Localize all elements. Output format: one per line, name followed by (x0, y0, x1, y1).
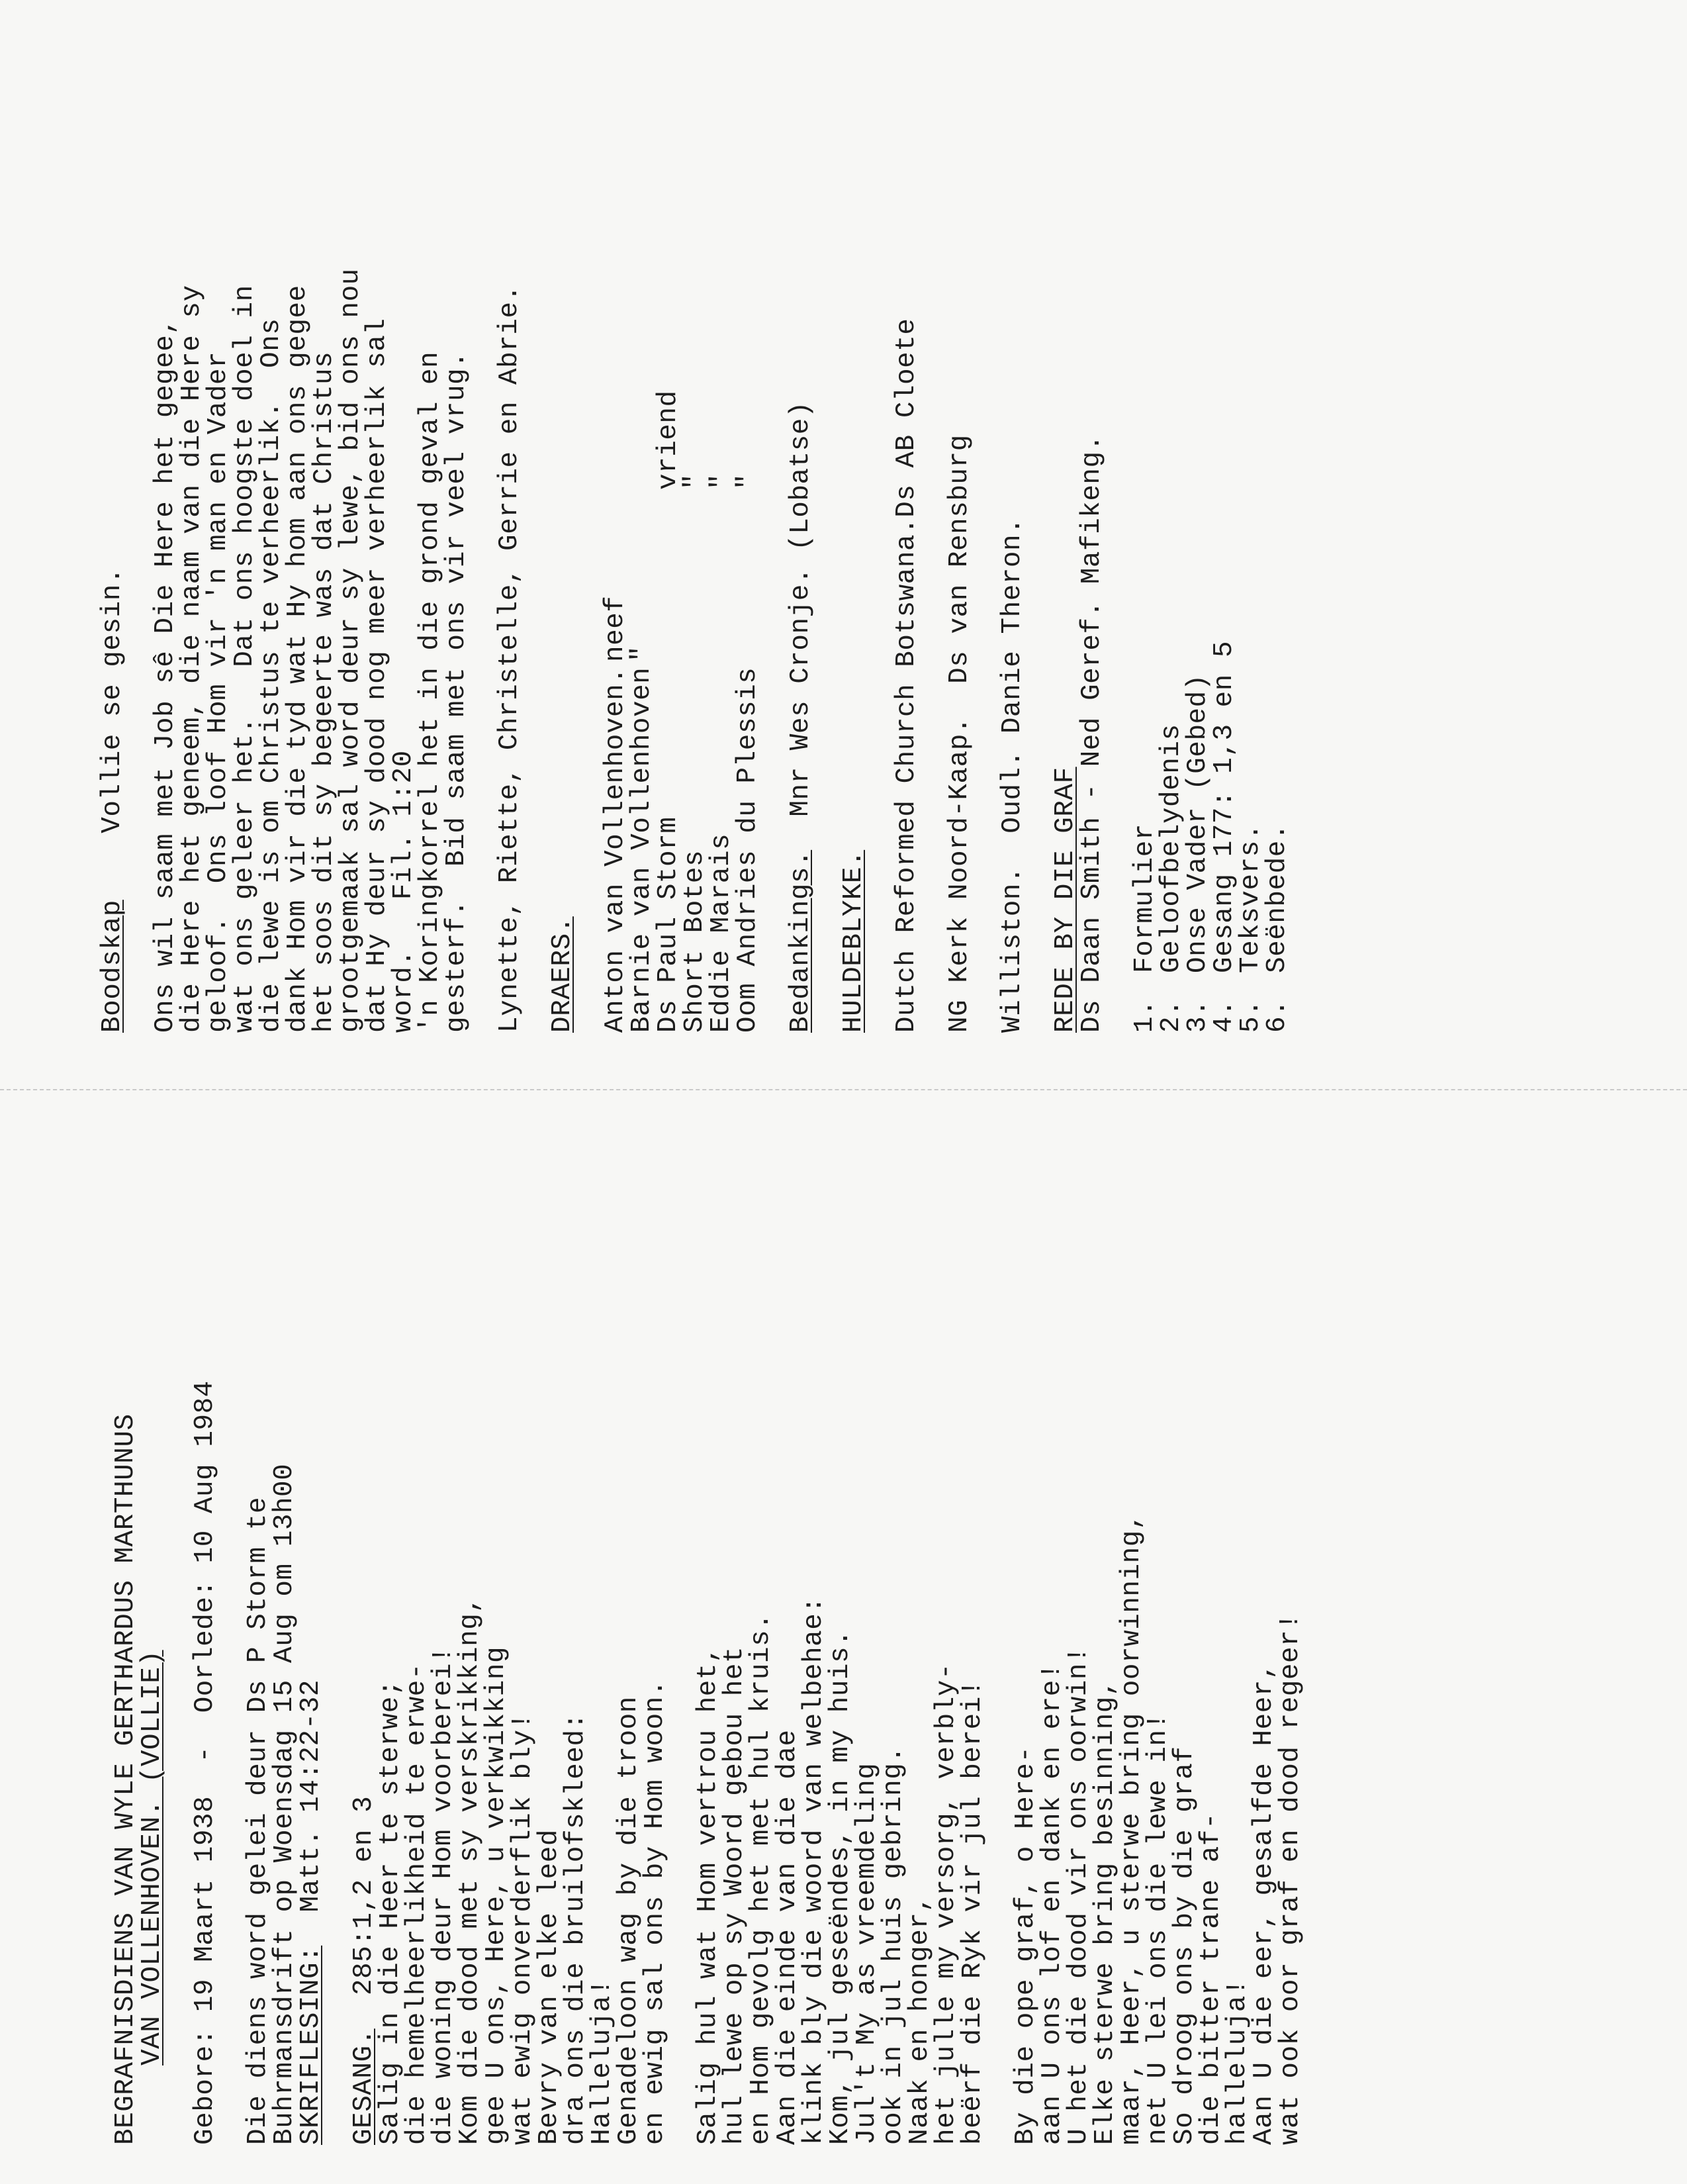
verse-line: die bitter trane af- (1196, 1812, 1226, 2145)
bearers-heading: DRAERS. (547, 916, 578, 1033)
verse-line: Bevry van elke leed (534, 1829, 565, 2145)
verse-line: Halleluja! (587, 1978, 617, 2145)
graveside-order (1132, 0, 1291, 1033)
message-line: Ons wil saam met Job sê Die Here het gegee, (150, 318, 181, 1033)
tribute-column (99, 0, 1291, 1033)
message-line: dat Hy deur sy dood nog meer verheerlik sal (362, 318, 392, 1033)
scripture-label: SKRIFLESING: (296, 1945, 326, 2145)
bearer-relation (655, 490, 682, 662)
hymn-verse-3 (1013, 1072, 1304, 2145)
verse-line: beërf die Ryk vir jul berei! (958, 1680, 988, 2145)
verse-line: en Hom gevolg het met hul kruis. (746, 1613, 776, 2145)
message-line: die lewe is om Christus te verheerlik. Ons (256, 318, 287, 1033)
bearer-mark (629, 357, 655, 490)
verse-line: Genadeloon wag by die troon (614, 1696, 644, 2145)
grave-speaker: Ds Daan Smith - Ned Geref. Mafikeng. (1077, 434, 1107, 1033)
tribute-line: NG Kerk Noord-Kaap. Ds van Rensburg (944, 434, 975, 1033)
thanks-text: Mnr Wes Cronje. (Lobatse) (786, 401, 816, 817)
bearer-relation (735, 490, 761, 662)
bearer-name: Anton van Vollenhoven. (600, 667, 631, 1033)
verse-line: Salig in die Heer te sterwe; (375, 1680, 406, 2145)
verse-line: Kom die dood met sy verskrikking, (455, 1596, 485, 2145)
verse-line: wat ewig onverderflik bly! (508, 1713, 538, 2145)
tributes-list (893, 0, 1052, 1033)
verse-line: Salig hul wat Hom vertrou het, (693, 1646, 723, 2145)
order-item (1132, 0, 1158, 1033)
verse-line: U het die dood vir ons oorwin! (1064, 1646, 1094, 2145)
title-line-2: VAN VOLLENHOVEN. (VOLLIE) (137, 1650, 167, 2065)
verse-line: en ewig sal ons by Hom woon. (640, 1680, 670, 2145)
bearer-row (655, 0, 682, 1033)
verse-line: wat ook oor graf en dood regeer! (1275, 1613, 1306, 2145)
verse-line: die hemelheerlikheid te erwe- (402, 1662, 432, 2145)
bearer-relation (682, 490, 708, 662)
verse-line: Aan U die eer, gesalfde Heer, (1249, 1662, 1279, 2145)
message-body (152, 0, 470, 1033)
verse-line: gee U ons, Here, u verkwikking (481, 1646, 512, 2145)
order-item (1211, 0, 1238, 1033)
verse-line: Jul't My as vreemdeling (852, 1762, 882, 2145)
scripture-ref: Matt. 14:22-32 (296, 1680, 326, 1913)
funeral-service-column (113, 1072, 1304, 2145)
message-line: dank Hom vir die tyd wat Hy hom aan ons gegee (283, 285, 313, 1033)
order-text: Onse Vader (Gebed) (1183, 674, 1213, 973)
message-line: die Here het geneem, die naam van die Here sy (177, 285, 207, 1033)
hymn-label: GESANG. (349, 2028, 379, 2145)
bearer-mark: vriend (653, 390, 684, 490)
order-number: 2. (1156, 999, 1187, 1033)
message-line: het soos dit sy begeerte was dat Christus (309, 351, 340, 1033)
bearer-name: Ds Paul Storm (653, 816, 684, 1033)
bearer-relation (708, 490, 735, 662)
tribute-line: Williston. Oudl. Danie Theron. (997, 517, 1028, 1033)
verse-line: ook in jul huis gebring. (878, 1746, 909, 2145)
verse-line: halleluja! (1222, 1978, 1253, 2145)
message-line: geloof. Ons loof Hom vir 'n man en Vader (203, 351, 234, 1033)
message-from: Vollie se gesin. (97, 567, 128, 833)
order-item (1158, 0, 1185, 1033)
order-item (1185, 0, 1211, 1033)
verse-line: net U lei ons die lewe in! (1143, 1713, 1173, 2145)
hymn-verse-1 (377, 1072, 668, 2145)
bearer-name: Short Botes (680, 849, 710, 1033)
verse-line: die woning deur Hom voorberei! (428, 1646, 459, 2145)
family-names: Lynette, Riette, Christelle, Gerrie en Abrie. (494, 285, 525, 1033)
title-line-1: BEGRAFNISDIENS VAN WYLE GERTHARDUS MARTHUNUS (111, 1413, 141, 2145)
verse-line: het julle my versorg, verbly- (931, 1662, 962, 2145)
hymn-verse-2 (695, 1072, 986, 2145)
verse-line: aan U ons lof en dank en ere! (1037, 1662, 1068, 2145)
bearer-relation: " (627, 645, 657, 662)
order-item (1238, 0, 1264, 1033)
bearer-name: Oom Andries du Plessis (733, 667, 763, 1033)
service-line-2: Buhrmansdrift op Woensdag 15 Aug om 13h00 (269, 1463, 300, 2145)
bearer-row (735, 0, 761, 1033)
verse-line: Naak en honger, (905, 1895, 935, 2145)
bearer-mark: " (706, 473, 737, 490)
hymn-ref: 285:1,2 en 3 (349, 1795, 379, 1996)
hymn-heading (351, 1072, 377, 2145)
message-line: wat ons geleer het. Dat ons hoogste doel in (230, 285, 260, 1033)
order-number: 4. (1209, 999, 1240, 1033)
dates-line: Gebore: 19 Maart 1938 - Oorlede: 10 Aug 1984 (190, 1380, 220, 2145)
verse-line: Aan die einde van die dae (772, 1729, 803, 2145)
bearer-row (629, 0, 655, 1033)
order-number: 6. (1262, 999, 1293, 1033)
tribute-line: Dutch Reformed Church Botswana.Ds AB Cloete (891, 318, 922, 1033)
message-line: 'n Koringkorrel het in die grond geval en (415, 351, 445, 1033)
verse-line: So droog ons by die graf (1169, 1746, 1200, 2145)
order-number: 5. (1236, 999, 1266, 1033)
verse-line: Kom, jul geseëndes, in my huis. (825, 1629, 856, 2145)
message-heading (99, 0, 126, 1033)
message-label: Boodskap (97, 900, 128, 1033)
scripture-reading (298, 1072, 324, 2145)
verse-line: By die ope graf, o Here- (1011, 1746, 1041, 2145)
order-text: Formulier (1130, 824, 1160, 973)
bearer-name: Eddie Marais (706, 833, 737, 1033)
verse-line: hul lewe op sy Woord gebou het (719, 1646, 750, 2145)
service-line-1: Die diens word gelei deur Ds P Storm te (243, 1496, 273, 2145)
bearer-name: Barnie van Vollenhoven (627, 667, 657, 1033)
bearers-list (602, 0, 761, 1033)
order-text: Teksvers. (1236, 824, 1266, 973)
bearer-row (708, 0, 735, 1033)
message-line: grootgemaak sal word deur sy lewe, bid ons nou (336, 268, 366, 1033)
order-text: Geloofbelydenis (1156, 724, 1187, 973)
verse-line: dra ons die bruilofskleed: (561, 1713, 591, 2145)
grave-heading: REDE BY DIE GRAF (1050, 767, 1081, 1033)
thanks-label: Bedankings. (786, 849, 816, 1033)
bearer-mark: " (733, 473, 763, 490)
order-text: Gesang 177: 1,3 en 5 (1209, 640, 1240, 973)
bearer-row (602, 0, 629, 1033)
order-text: Seënbede. (1262, 824, 1293, 973)
verse-line: klink bly die woord van welbehae: (799, 1596, 829, 2145)
order-item (1264, 0, 1291, 1033)
verse-line: Elke sterwe bring besinning, (1090, 1680, 1120, 2145)
thanks-line (788, 0, 814, 1033)
verse-line: maar, Heer, u sterwe bring oorwinning, (1117, 1513, 1147, 2145)
bearer-mark (602, 357, 629, 490)
tributes-heading: HULDEBLYKE. (839, 849, 869, 1033)
bearer-row (682, 0, 708, 1033)
message-line: word. Fil. 1:20 (388, 750, 419, 1033)
bearer-relation: neef (600, 595, 631, 662)
bearer-mark: " (680, 473, 710, 490)
order-number: 3. (1183, 999, 1213, 1033)
order-number: 1. (1130, 999, 1160, 1033)
message-line: gesterf. Bid saam met ons vir veel vrug. (441, 351, 472, 1033)
